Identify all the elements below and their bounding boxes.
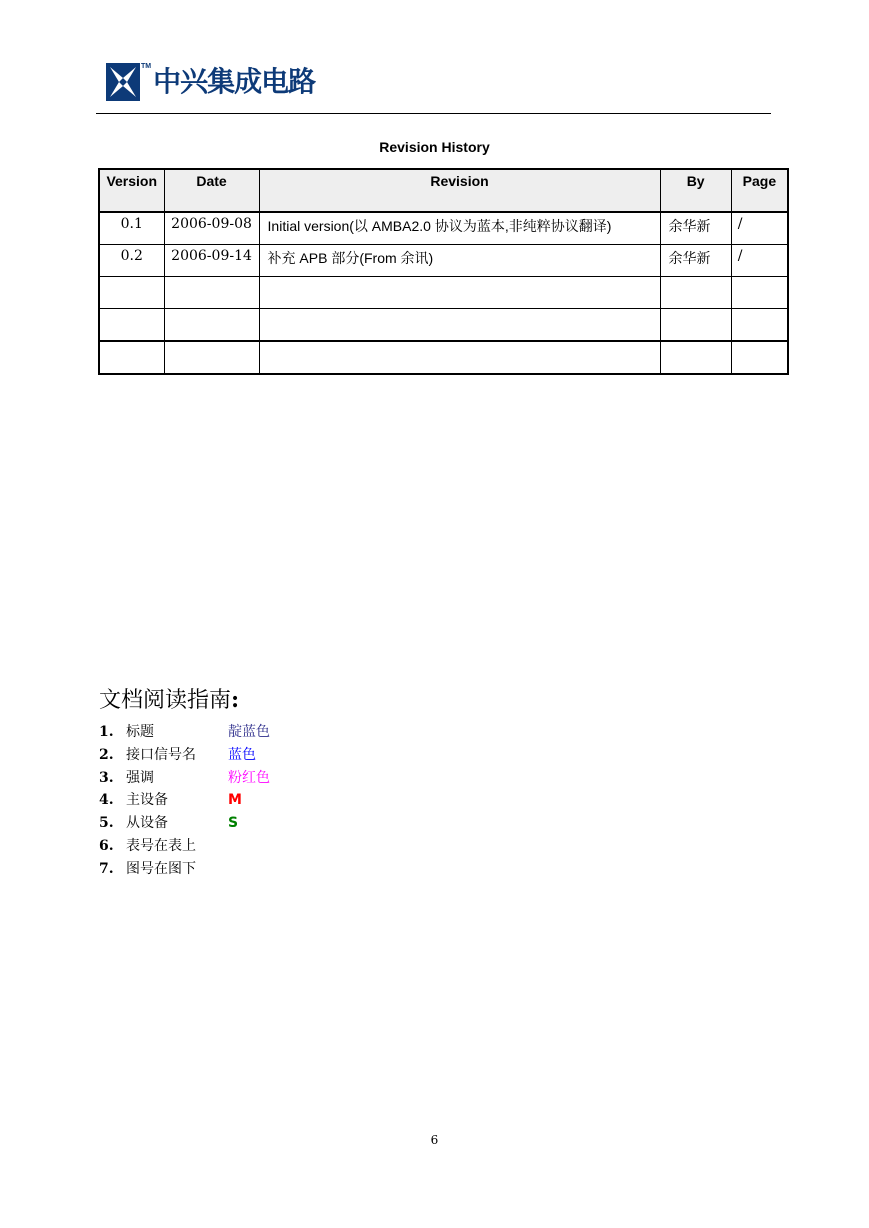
- item-color-sample: 靛蓝色: [228, 724, 270, 740]
- list-item: [99, 836, 270, 859]
- cell-by: [660, 309, 731, 342]
- reading-guide-title: [99, 683, 239, 714]
- cell-by: 余华新: [660, 212, 731, 245]
- item-number: 2.: [99, 746, 114, 763]
- header-divider: [96, 113, 771, 114]
- item-label: 图号在图下: [126, 860, 196, 877]
- logo-star-icon: [106, 63, 140, 101]
- item-color-sample: S: [228, 815, 239, 832]
- company-logo: [106, 63, 315, 101]
- reading-guide-title-text: 文档阅读指南: [99, 688, 232, 713]
- cell-page: [731, 277, 788, 309]
- item-number: 4.: [99, 792, 114, 809]
- item-label: 接口信号名: [126, 746, 196, 763]
- item-number: 6.: [99, 837, 114, 854]
- item-number: 1.: [99, 724, 114, 740]
- header-revision: Revision: [259, 169, 660, 212]
- cell-version: [99, 309, 164, 342]
- table-row: [99, 277, 788, 309]
- table-row: [99, 245, 788, 277]
- list-item: [99, 859, 270, 882]
- cell-revision: [259, 341, 660, 374]
- cell-page: /: [731, 245, 788, 277]
- item-number: 7.: [99, 860, 114, 877]
- cell-version: 0.1: [99, 212, 164, 245]
- list-item: [99, 722, 270, 745]
- cell-revision: 补充 APB 部分(From 余讯): [259, 245, 660, 277]
- cell-version: [99, 277, 164, 309]
- cell-page: /: [731, 212, 788, 245]
- list-item: [99, 790, 270, 813]
- list-item: [99, 745, 270, 768]
- logo-trademark: TM: [141, 63, 152, 70]
- cell-by: [660, 341, 731, 374]
- cell-by: [660, 277, 731, 309]
- cell-revision: [259, 309, 660, 342]
- cell-page: [731, 309, 788, 342]
- item-label: 标题: [126, 724, 154, 740]
- cell-by: 余华新: [660, 245, 731, 277]
- cell-revision: Initial version(以 AMBA2.0 协议为蓝本,非纯粹协议翻译): [259, 212, 660, 245]
- reading-guide-list: [99, 722, 270, 882]
- cell-date: [164, 341, 259, 374]
- page-number: 6: [430, 1133, 439, 1147]
- item-color-sample: 蓝色: [228, 746, 256, 763]
- cell-date: [164, 309, 259, 342]
- list-item: [99, 768, 270, 791]
- header-page: Page: [731, 169, 788, 212]
- table-row: [99, 309, 788, 342]
- logo-text: 中兴集成电路: [153, 65, 316, 98]
- cell-page: [731, 341, 788, 374]
- header-by: By: [660, 169, 731, 212]
- cell-version: 0.2: [99, 245, 164, 277]
- item-label: 从设备: [126, 815, 168, 832]
- list-item: [99, 813, 270, 836]
- item-color-sample: 粉红色: [228, 769, 270, 786]
- revision-history-title: Revision History: [379, 139, 490, 155]
- header-date: Date: [164, 169, 259, 212]
- cell-date: [164, 277, 259, 309]
- cell-version: [99, 341, 164, 374]
- item-label: 表号在表上: [126, 837, 196, 854]
- reading-guide-colon: :: [231, 687, 240, 713]
- item-label: 强调: [126, 769, 154, 786]
- item-label: 主设备: [126, 792, 168, 809]
- item-color-sample: M: [228, 792, 242, 809]
- header-version: Version: [99, 169, 164, 212]
- item-number: 3.: [99, 769, 114, 786]
- cell-revision: [259, 277, 660, 309]
- table-row: [99, 341, 788, 374]
- cell-date: 2006-09-08: [164, 212, 259, 245]
- revision-table: [98, 168, 789, 375]
- item-number: 5.: [99, 815, 114, 832]
- cell-date: 2006-09-14: [164, 245, 259, 277]
- table-row: [99, 212, 788, 245]
- table-header-row: [99, 169, 788, 212]
